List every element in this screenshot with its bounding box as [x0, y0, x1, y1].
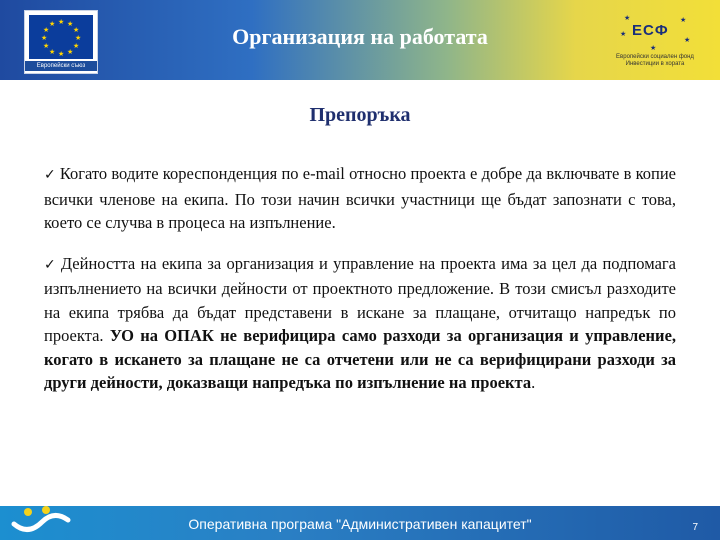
checkmark-icon: ✓ [44, 167, 56, 183]
slide-subtitle: Препоръка [309, 104, 411, 126]
recommendation-paragraph-1 [44, 162, 676, 235]
paragraph-end: . [531, 373, 536, 392]
esf-logo-text: ЕСФ [632, 22, 669, 39]
paragraph-text: Когато водите кореспонденция по e-mail относно проекта е добре да включвате в копие всички членове на екипа. По този начин всички участници ще бъдат запознати с това, което се случва в процеса на изпълнение. [44, 164, 677, 232]
page-number: 7 [692, 522, 698, 533]
paragraph-text: Дейността на екипа за организация и управление на проекта има за цел да подпомага изпълнението на всички дейности от проектното предложение. В този смисъл разходите на екипа трябва да бъдат представени в искане за плащане, отчитащо напредък по проекта. [44, 253, 676, 345]
esf-stars-icon: ★ ★ ★ ★ ★ [620, 14, 691, 52]
paragraph-highlight: УО на ОПАК не верифицира само разходи за организация и управление, когато в искането за плащане не са отчетени или не са верифицирани разходи за други дейности, доказващи напредъка по изпълнение на проекта [44, 326, 677, 392]
slide-title: Организация на работата [232, 24, 488, 49]
checkmark-icon: ✓ [44, 256, 57, 273]
footer-bar [0, 506, 720, 540]
eu-flag-icon: ★ ★ ★ ★ ★ ★ ★ ★ ★ ★ ★ ★ [29, 15, 93, 59]
slide-content [44, 162, 676, 412]
eu-logo-caption: Европейски съюз [25, 61, 97, 71]
header-banner [0, 0, 720, 80]
recommendation-paragraph-2 [44, 252, 676, 395]
esf-logo [610, 10, 700, 72]
esf-logo-caption: Европейски социален фонд Инвестиции в хората [616, 54, 694, 67]
program-name: Оперативна програма "Административен капацитет" [188, 516, 532, 532]
